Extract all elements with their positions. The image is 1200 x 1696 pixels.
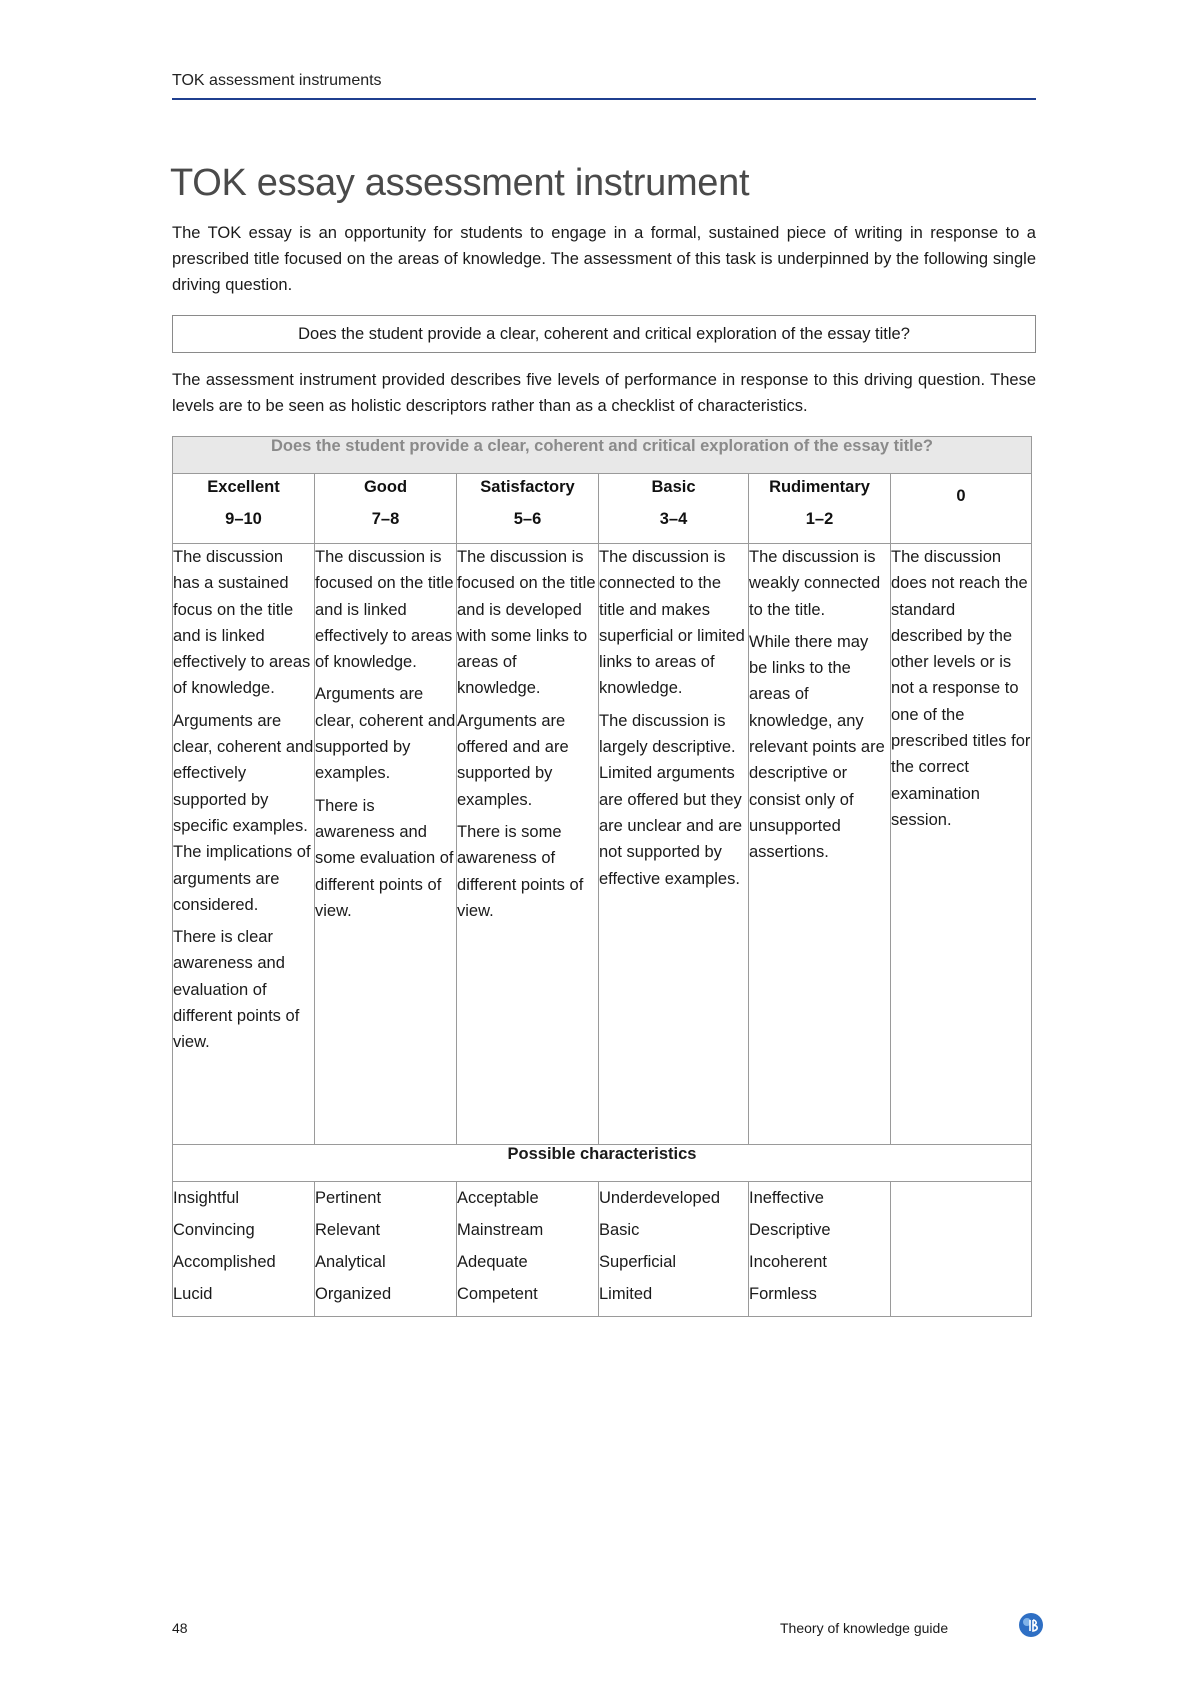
descriptor-paragraph: The discussion is connected to the title and makes superficial or limited links to areas of knowledge. xyxy=(599,548,745,698)
characteristic: Organized xyxy=(315,1285,392,1303)
level-name: Satisfactory xyxy=(480,478,575,496)
page-number: 48 xyxy=(172,1620,188,1636)
descriptor-paragraph: The discussion is focused on the title and is linked effectively to areas of knowledge. xyxy=(315,548,454,672)
characteristics-header-row xyxy=(173,1145,1032,1182)
characteristics-rudimentary xyxy=(749,1182,891,1317)
levels-intro-paragraph: The assessment instrument provided describes five levels of performance in response to this driving question. These levels are to be seen as holistic descriptors rather than as a checklist of characteristics. xyxy=(172,371,1036,415)
level-header-basic xyxy=(599,474,749,544)
level-range: 5–6 xyxy=(513,510,542,528)
level-range: 3–4 xyxy=(659,510,688,528)
level-header-row xyxy=(173,474,1032,544)
descriptor-row xyxy=(173,544,1032,1145)
descriptor-rudimentary xyxy=(749,544,891,1145)
descriptor-paragraph: There is clear awareness and evaluation of different points of view. xyxy=(173,928,300,1052)
descriptor-paragraph: Arguments are offered and are supported by examples. xyxy=(457,711,569,809)
descriptor-zero xyxy=(891,544,1032,1145)
characteristic: Pertinent xyxy=(315,1189,382,1207)
characteristics-zero xyxy=(891,1182,1032,1317)
characteristic: Accomplished xyxy=(173,1253,276,1271)
level-name: 0 xyxy=(956,487,966,505)
characteristic: Mainstream xyxy=(457,1221,544,1239)
characteristic: Lucid xyxy=(173,1285,213,1303)
level-header-zero xyxy=(891,474,1032,544)
level-name: Good xyxy=(363,478,408,496)
footer-guide-title: Theory of knowledge guide xyxy=(780,1620,949,1636)
descriptor-paragraph: The discussion is focused on the title and is developed with some links to areas of knowledge. xyxy=(457,548,596,698)
characteristic: Basic xyxy=(599,1221,640,1239)
descriptor-paragraph: The discussion is weakly connected to the title. xyxy=(749,548,881,619)
characteristic: Limited xyxy=(599,1285,653,1303)
descriptor-good xyxy=(315,544,457,1145)
descriptor-paragraph: The discussion does not reach the standard described by the other levels or is not a response to one of the prescribed titles for the correct examination session. xyxy=(891,548,1031,829)
level-name: Basic xyxy=(651,478,696,496)
rubric-header-row xyxy=(173,437,1032,474)
descriptor-paragraph: There is some awareness of different points of view. xyxy=(457,822,584,920)
header-rule xyxy=(172,98,1036,100)
characteristic: Acceptable xyxy=(457,1189,539,1207)
level-range: 9–10 xyxy=(225,510,262,528)
level-header-excellent xyxy=(173,474,315,544)
rubric-header: Does the student provide a clear, coherent and critical exploration of the essay title? xyxy=(173,437,1032,474)
ib-logo-icon xyxy=(1018,1612,1044,1638)
level-header-rudimentary xyxy=(749,474,891,544)
intro-paragraph: The TOK essay is an opportunity for students to engage in a formal, sustained piece of writing in response to a prescribed title focused on the areas of knowledge. The assessment of this task is underpinned by the following single driving question. xyxy=(172,224,1036,294)
level-range: 7–8 xyxy=(371,510,400,528)
driving-question-text: Does the student provide a clear, coherent and critical exploration of the essay title? xyxy=(298,324,910,343)
descriptor-excellent xyxy=(173,544,315,1145)
characteristic: Relevant xyxy=(315,1221,381,1239)
level-header-good xyxy=(315,474,457,544)
characteristic: Underdeveloped xyxy=(599,1189,721,1207)
characteristic: Superficial xyxy=(599,1253,677,1271)
characteristics-good xyxy=(315,1182,457,1317)
level-name: Rudimentary xyxy=(769,478,870,496)
characteristic: Ineffective xyxy=(749,1189,824,1207)
characteristics-excellent xyxy=(173,1182,315,1317)
driving-question-box xyxy=(172,315,1036,353)
characteristic: Incoherent xyxy=(749,1253,827,1271)
descriptor-paragraph: There is awareness and some evaluation of different points of view. xyxy=(315,796,454,920)
running-head: TOK assessment instruments xyxy=(172,72,382,89)
descriptor-basic xyxy=(599,544,749,1145)
assessment-rubric-table xyxy=(172,436,1032,1317)
descriptor-paragraph: The discussion is largely descriptive. Limited arguments are offered but they are unclear and are not supported by effective examples. xyxy=(599,711,743,888)
level-name: Excellent xyxy=(207,478,280,496)
level-range: 1–2 xyxy=(805,510,834,528)
characteristics-basic xyxy=(599,1182,749,1317)
characteristics-header: Possible characteristics xyxy=(173,1145,1032,1182)
characteristic: Convincing xyxy=(173,1221,255,1239)
characteristic: Insightful xyxy=(173,1189,240,1207)
descriptor-paragraph: Arguments are clear, coherent and effectively supported by specific examples. The implications of arguments are considered. xyxy=(173,711,314,914)
characteristic: Competent xyxy=(457,1285,538,1303)
characteristic: Adequate xyxy=(457,1253,528,1271)
level-header-satisfactory xyxy=(457,474,599,544)
page-title: TOK essay assessment instrument xyxy=(170,162,750,204)
descriptor-paragraph: Arguments are clear, coherent and supported by examples. xyxy=(315,685,456,783)
descriptor-satisfactory xyxy=(457,544,599,1145)
descriptor-paragraph: The discussion has a sustained focus on the title and is linked effectively to areas of knowledge. xyxy=(173,548,311,698)
characteristic: Formless xyxy=(749,1285,817,1303)
characteristic: Analytical xyxy=(315,1253,386,1271)
characteristic: Descriptive xyxy=(749,1221,831,1239)
characteristics-row xyxy=(173,1182,1032,1317)
descriptor-paragraph: While there may be links to the areas of knowledge, any relevant points are descriptive or consist only of unsupported assertions. xyxy=(749,632,885,862)
characteristics-satisfactory xyxy=(457,1182,599,1317)
